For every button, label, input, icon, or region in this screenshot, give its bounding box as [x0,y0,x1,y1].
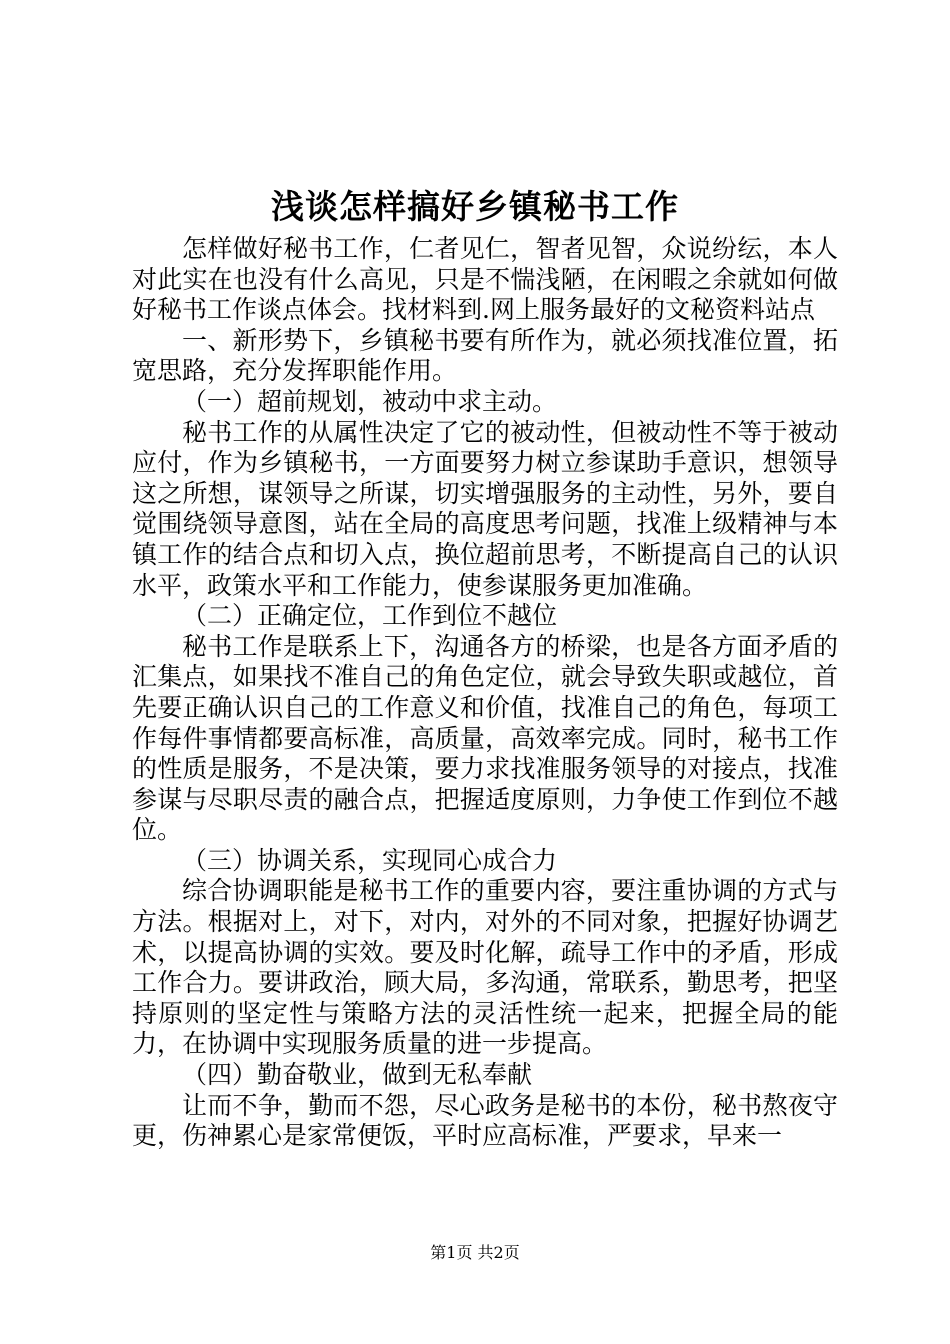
paragraph-section-1: 一、新形势下，乡镇秘书要有所作为，就必须找准位置，拓宽思路，充分发挥职能作用。 [132,325,838,386]
subheading-4: （四）勤奋敬业，做到无私奉献 [182,1060,533,1090]
page-footer: 第1页 共2页 [430,1243,520,1262]
paragraph-intro: 怎样做好秘书工作，仁者见仁，智者见智，众说纷纭，本人对此实在也没有什么高见，只是不惴浅陋，在闲暇之余就如何做好秘书工作谈点体会。找材料到.网上服务最好的文秘资料站点 [132,234,838,325]
paragraph-3: 综合协调职能是秘书工作的重要内容，要注重协调的方式与方法。根据对上，对下，对内，对外的不同对象，把握好协调艺术，以提高协调的实效。要及时化解，疏导工作中的矛盾，形成工作合力。要讲政治，顾大局，多沟通，常联系，勤思考，把坚持原则的坚定性与策略方法的灵活性统一起来，把握全局的能力，在协调中实现服务质量的进一步提高。 [132,876,838,1059]
paragraph-4: 让而不争，勤而不怨，尽心政务是秘书的本份，秘书熬夜守更，伤神累心是家常便饭，平时应高标准，严要求，早来一 [132,1090,838,1151]
subheading-3: （三）协调关系，实现同心成合力 [182,845,558,875]
document-title: 浅谈怎样搞好乡镇秘书工作 [271,187,679,226]
document-body [132,234,838,1152]
subheading-2: （二）正确定位，工作到位不越位 [182,601,558,631]
subheading-1: （一）超前规划，被动中求主动。 [182,386,558,416]
paragraph-2: 秘书工作是联系上下，沟通各方的桥梁，也是各方面矛盾的汇集点，如果找不准自己的角色定位，就会导致失职或越位，首先要正确认识自己的工作意义和价值，找准自己的角色，每项工作每件事情都要高标准，高质量，高效率完成。同时，秘书工作的性质是服务，不是决策，要力求找准服务领导的对接点，找准参谋与尽职尽责的融合点，把握适度原则，力争使工作到位不越位。 [132,631,838,845]
paragraph-1: 秘书工作的从属性决定了它的被动性，但被动性不等于被动应付，作为乡镇秘书，一方面要努力树立参谋助手意识，想领导这之所想，谋领导之所谋，切实增强服务的主动性，另外，要自觉围绕领导意图，站在全局的高度思考问题，找准上级精神与本镇工作的结合点和切入点，换位超前思考，不断提高自己的认识水平，政策水平和工作能力，使参谋服务更加准确。 [132,417,838,600]
